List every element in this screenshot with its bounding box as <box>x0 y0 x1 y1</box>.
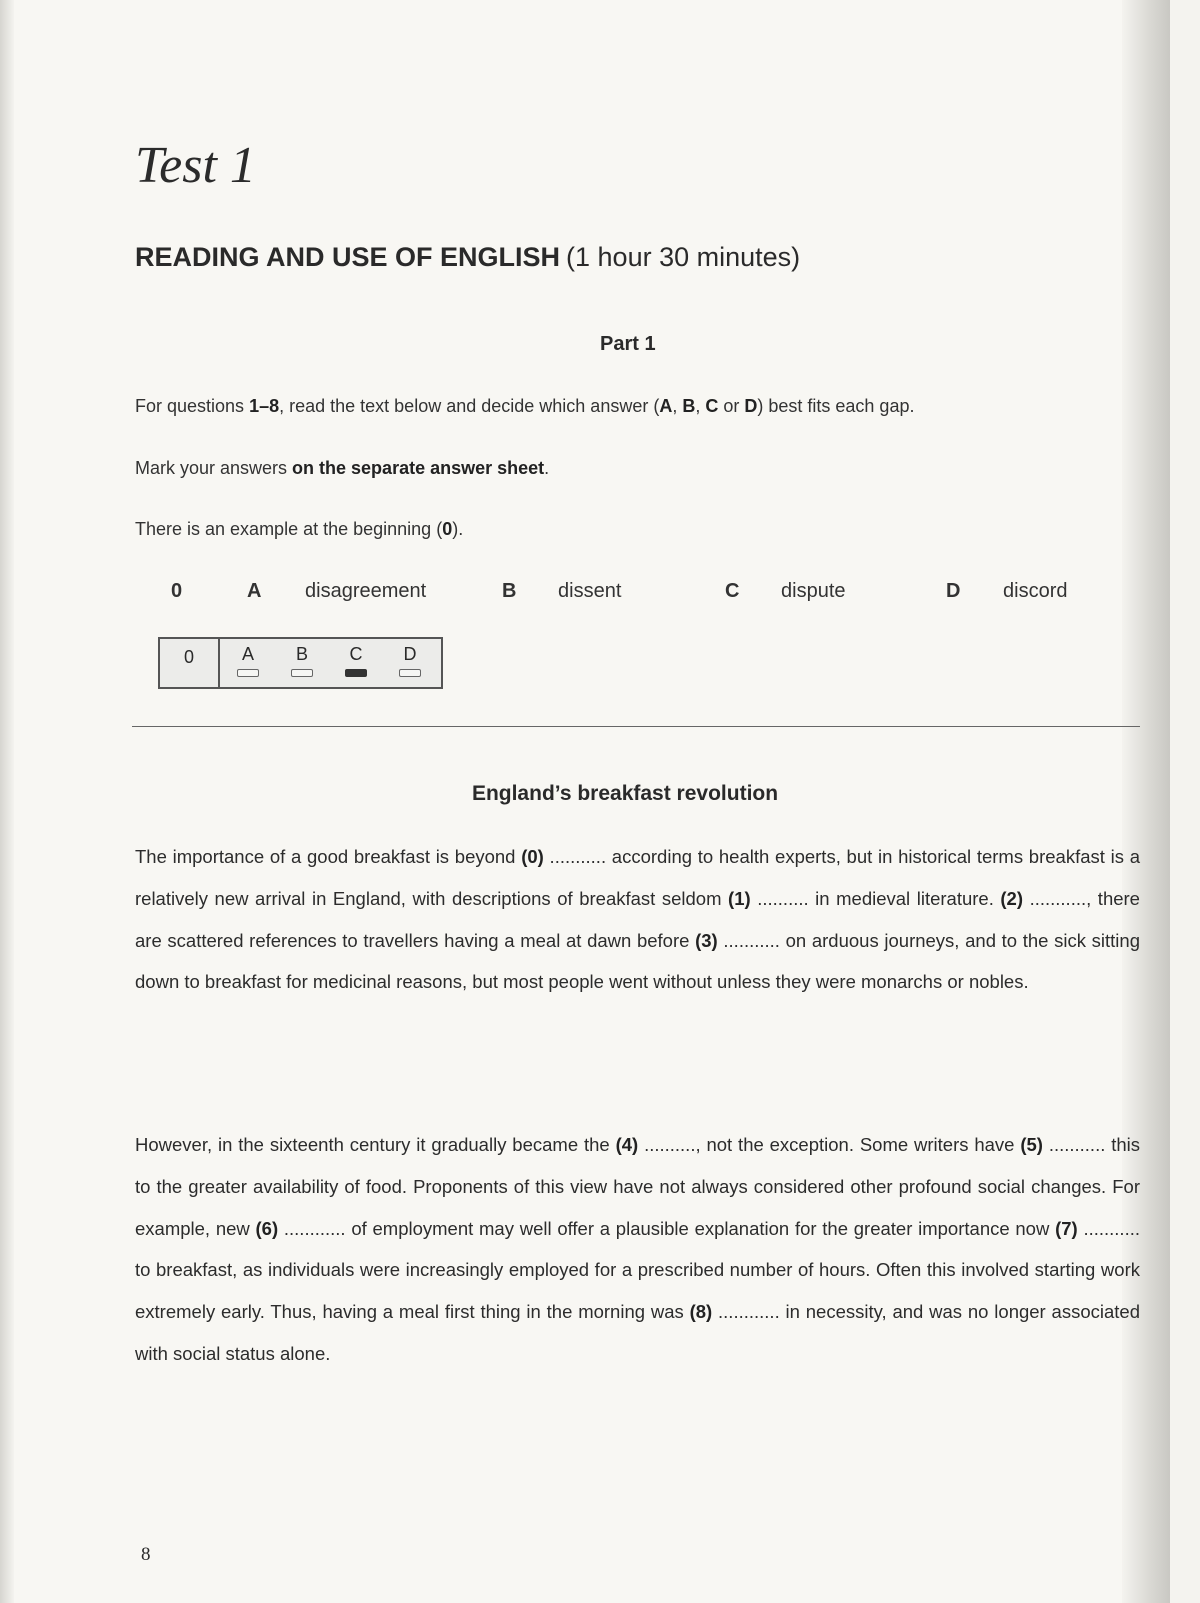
page-number: 8 <box>141 1544 151 1565</box>
passage-text: ........... to breakfast, as individuals were increasingly employed for a prescribed number of hours. Often this involved starting work extremely early. Thus, having a meal first thing in the morning was <box>135 1217 1140 1323</box>
answer-option-a <box>228 639 268 687</box>
passage-text: ..........., there are scattered references to travellers having a meal at dawn before <box>135 887 1140 951</box>
gap-number: (8) <box>689 1301 713 1323</box>
section-name: READING AND USE OF ENGLISH <box>135 242 561 272</box>
answer-letter: A <box>241 644 254 664</box>
gap-number: (4) <box>615 1134 639 1155</box>
example-answer-box <box>158 637 443 689</box>
answer-option-c <box>336 639 376 687</box>
example-option-text: dissent <box>558 580 622 602</box>
passage-text: ........... this to the greater availability of food. Proponents of this view have not always considered other profound social changes. For example, new <box>135 1134 1141 1239</box>
instruction-example: There is an example at the beginning (0). <box>135 519 464 539</box>
passage-text: ........... according to health experts, but in historical terms breakfast is a relatively new arrival in England, with descriptions of breakfast seldom <box>135 846 1140 909</box>
answer-box-number: 0 <box>160 639 220 687</box>
example-option-text: discord <box>1003 580 1068 602</box>
example-option-letter: A <box>247 580 262 602</box>
example-number: 0 <box>171 580 183 602</box>
gap-number: (7) <box>1055 1217 1078 1239</box>
example-option-letter: C <box>725 580 740 602</box>
passage-text: ............ of employment may well offer a plausible explanation for the greater importance now <box>278 1217 1056 1239</box>
example-option-letter: B <box>502 580 517 602</box>
section-duration: (1 hour 30 minutes) <box>566 242 801 272</box>
instruction-questions: For questions 1–8, read the text below and decide which answer (A, B, C or D) best fits each gap. <box>135 396 915 416</box>
answer-option-d <box>390 639 430 687</box>
section-title <box>135 242 800 273</box>
example-option-text: disagreement <box>305 580 427 602</box>
passage-text: .......... in medieval literature. <box>750 887 1001 909</box>
passage-text: ............ in necessity, and was no longer associated with social status alone. <box>135 1301 1140 1364</box>
gap-number: (5) <box>1020 1134 1043 1155</box>
example-question <box>135 580 1135 606</box>
answer-option-b <box>282 639 322 687</box>
answer-lozenge-selected <box>345 669 367 677</box>
passage-text: ........... on arduous journeys, and to the sick sitting down to breakfast for medicinal reasons, but most people went without unless they were monarchs or nobles. <box>135 929 1140 993</box>
gap-number: (3) <box>695 929 718 951</box>
gap-number: (2) <box>1000 887 1024 909</box>
passage-text: However, in the sixteenth century it gradually became the <box>135 1134 616 1155</box>
gap-number: (6) <box>255 1217 279 1239</box>
passage-paragraph-1 <box>135 836 1140 1003</box>
example-option-text: dispute <box>781 580 846 602</box>
example-option-letter: D <box>946 580 961 602</box>
gap-number: (0) <box>521 846 544 867</box>
instruction-answer-sheet: Mark your answers on the separate answer sheet. <box>135 458 550 478</box>
answer-lozenge <box>291 669 313 677</box>
passage-text: The importance of a good breakfast is beyond <box>135 846 522 867</box>
passage-text: .........., not the exception. Some writers have <box>638 1134 1021 1155</box>
answer-letter: D <box>403 644 417 664</box>
section-divider <box>132 726 1140 727</box>
answer-lozenge <box>399 669 421 677</box>
gap-number: (1) <box>728 887 751 909</box>
answer-lozenge <box>237 669 259 677</box>
test-title: Test 1 <box>135 137 256 194</box>
passage-title: England’s breakfast revolution <box>471 782 779 805</box>
part-title: Part 1 <box>600 333 656 355</box>
answer-letter: B <box>295 644 308 664</box>
answer-letter: C <box>349 644 363 664</box>
passage-paragraph-2 <box>135 1124 1140 1375</box>
